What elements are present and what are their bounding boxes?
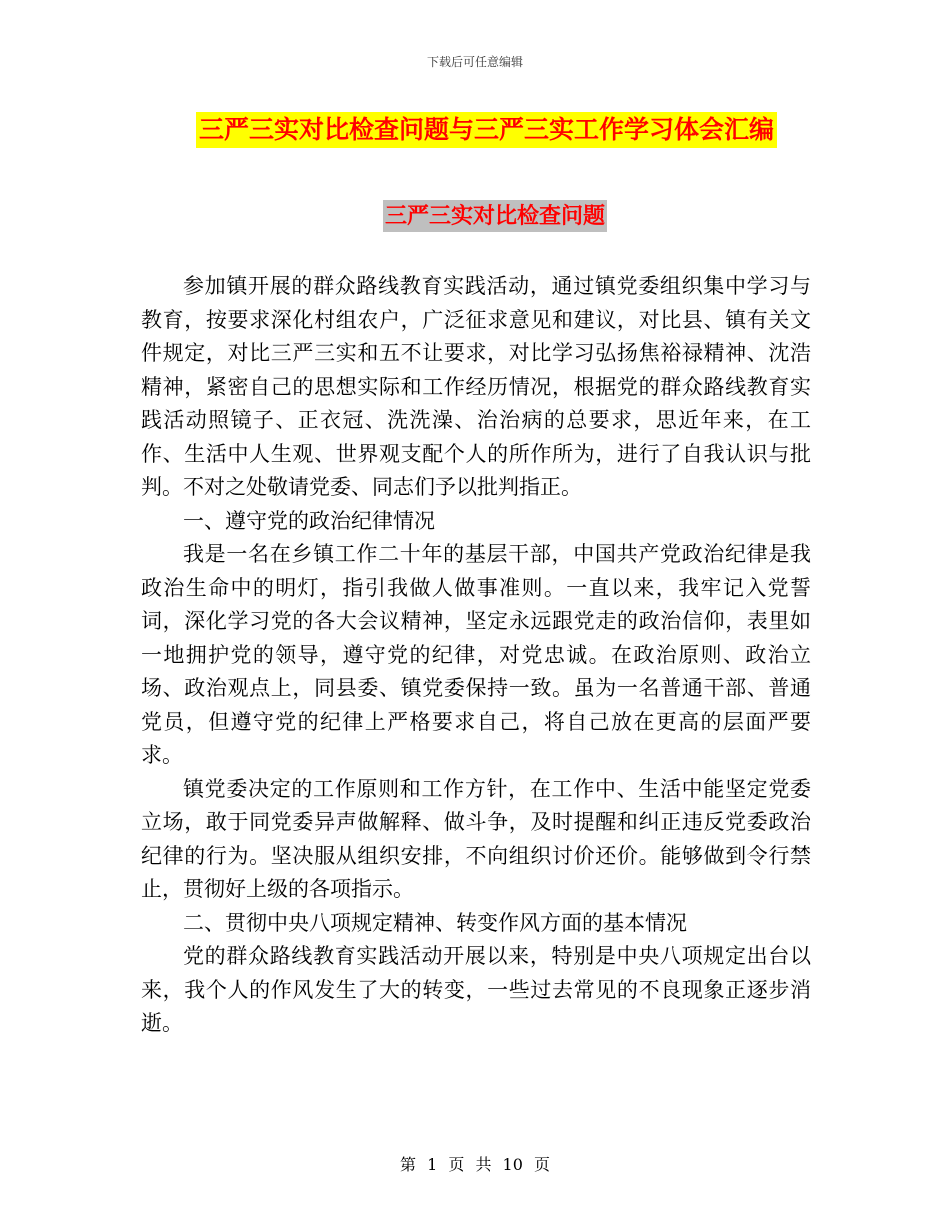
heading-eight-regulations: 二、贯彻中央八项规定精神、转变作风方面的基本情况 (183, 910, 687, 935)
paragraph-intro: 参加镇开展的群众路线教育实践活动，通过镇党委组织集中学习与教育，按要求深化村组农户，广泛征求意见和建议，对比县、镇有关文件规定，对比三严三实和五不让要求，对比学习弘扬焦裕禄精神、沈浩精神，紧密自己的思想实际和工作经历情况，根据党的群众路线教育实践活动照镜子、正衣冠、洗洗澡、治治病的总要求，思近年来，在工作、生活中人生观、世界观支配个人的所作所为，进行了自我认识与批判。不对之处敬请党委、同志们予以批判指正。 (141, 274, 811, 499)
page-header-note: 下载后可任意编辑 (426, 55, 523, 69)
document-body (141, 270, 811, 1041)
paragraph-political-discipline: 我是一名在乡镇工作二十年的基层干部，中国共产党政治纪律是我政治生命中的明灯，指引我做人做事准则。一直以来，我牢记入党誓词，深化学习党的各大会议精神，坚定永远跟党走的政治信仰，表里如一地拥护党的领导，遵守党的纪律，对党忠诚。在政治原则、政治立场、政治观点上，同县委、镇党委保持一致。虽为一名普通干部、普通党员，但遵守党的纪律上严格要求自己，将自己放在更高的层面严要求。 (141, 542, 811, 767)
page-number-footer: 第 1 页 共 10 页 (400, 1155, 550, 1174)
paragraph-eight-regulations: 党的群众路线教育实践活动开展以来，特别是中央八项规定出台以来，我个人的作风发生了大的转变，一些过去常见的不良现象正逐步消逝。 (141, 944, 811, 1035)
section-title: 三严三实对比检查问题 (383, 200, 607, 232)
document-title: 三严三实对比检查问题与三严三实工作学习体会汇编 (196, 112, 777, 148)
paragraph-party-decisions: 镇党委决定的工作原则和工作方针，在工作中、生活中能坚定党委立场，敢于同党委异声做解释、做斗争，及时提醒和纠正违反党委政治纪律的行为。坚决服从组织安排，不向组织讨价还价。能够做到令行禁止，贯彻好上级的各项指示。 (141, 776, 811, 901)
heading-political-discipline: 一、遵守党的政治纪律情况 (183, 508, 435, 533)
